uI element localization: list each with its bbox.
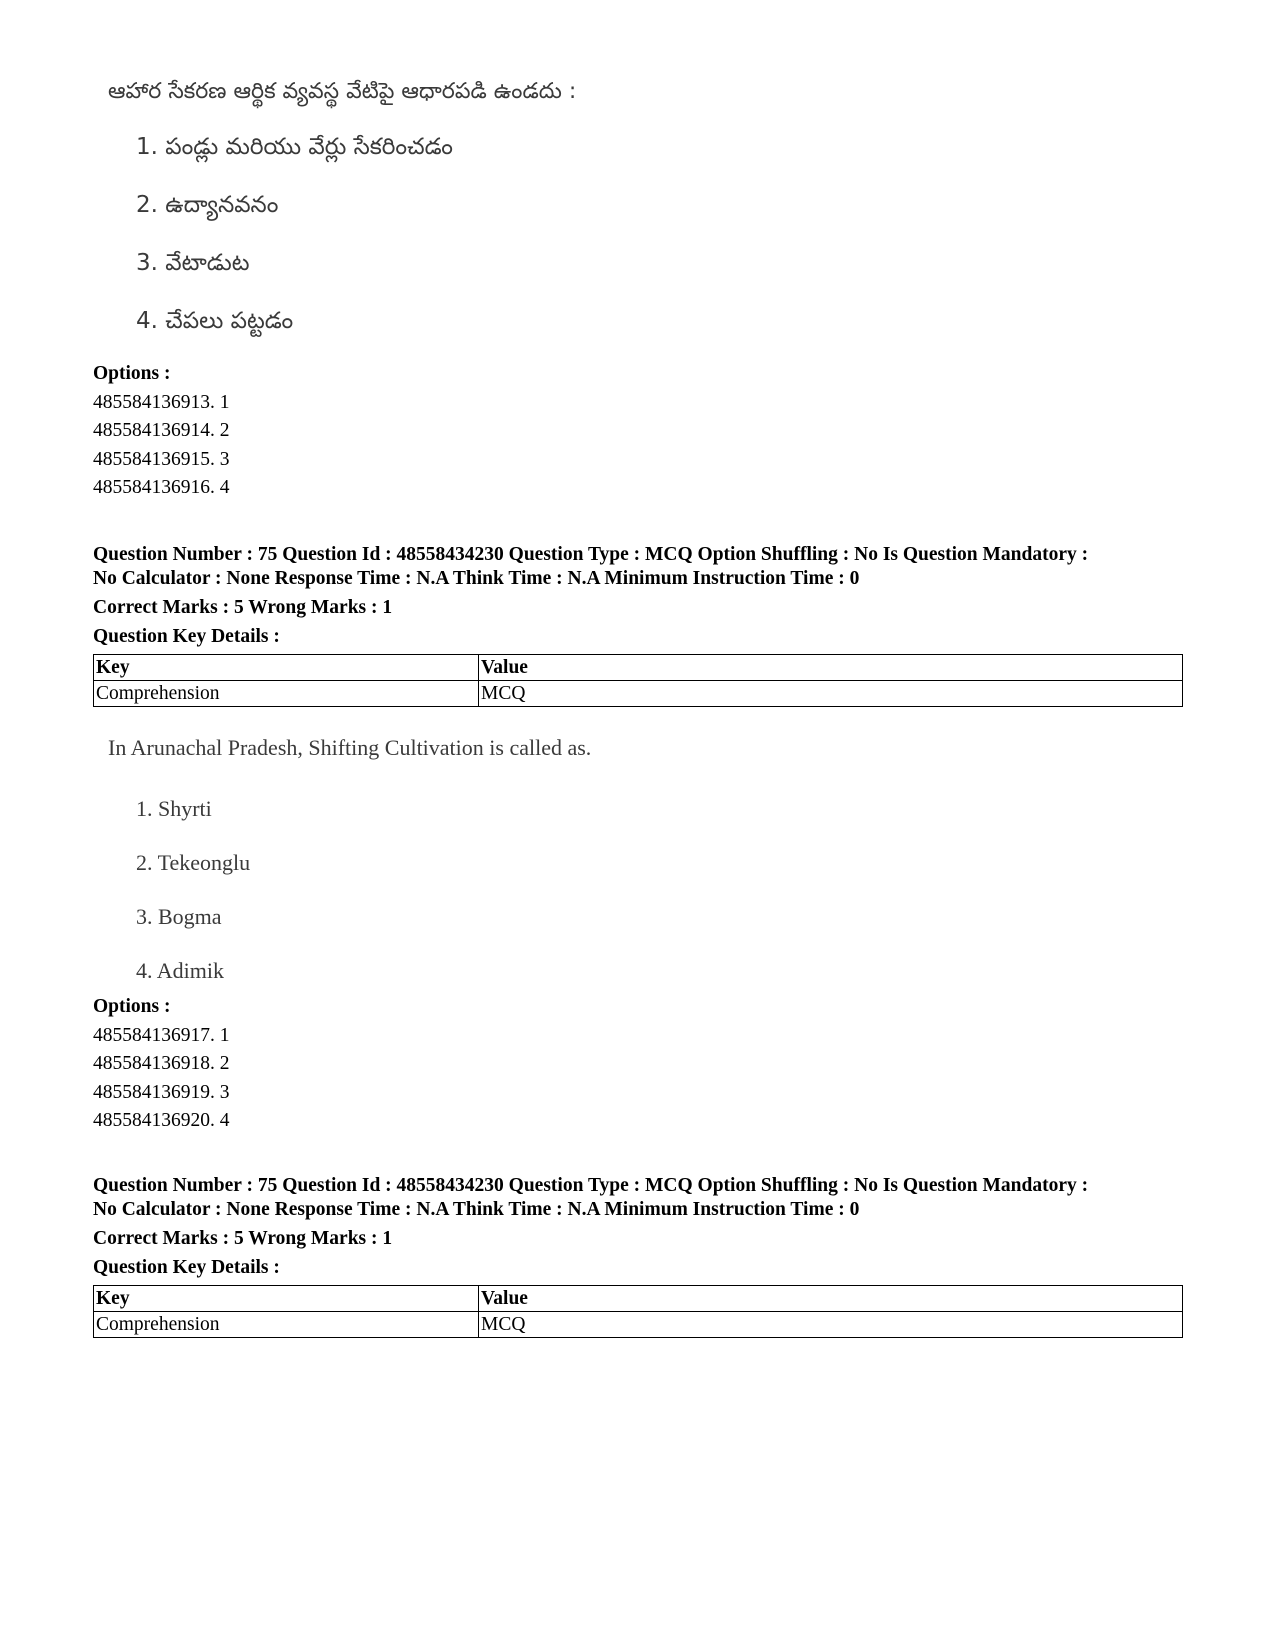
choice-list (100, 118, 576, 350)
question-meta (93, 543, 1183, 707)
table-header-cell: Value (479, 655, 1183, 681)
table-cell: MCQ (479, 1312, 1183, 1338)
table-row (94, 1312, 1183, 1338)
question-image-telugu (100, 72, 576, 350)
marks-line: Correct Marks : 5 Wrong Marks : 1 (93, 1228, 393, 1249)
key-details-label: Question Key Details : (93, 1256, 280, 1278)
meta-line: No Calculator : None Response Time : N.A Think Time : N.A Minimum Instruction Time : 0 (93, 1198, 860, 1220)
choice-list (100, 782, 591, 998)
choice-item: 1. Shyrti (136, 796, 212, 821)
question-stem: ఆహార సేకరణ ఆర్థిక వ్యవస్థ వేటిపై ఆధారపడి ఉండదు : (108, 79, 577, 104)
options-block (93, 360, 1183, 503)
meta-line: No Calculator : None Response Time : N.A Think Time : N.A Minimum Instruction Time : 0 (93, 567, 860, 589)
choice-item: 4. చేపలు పట్టడం (136, 308, 294, 334)
table-cell: Comprehension (94, 681, 479, 707)
table-cell: MCQ (479, 681, 1183, 707)
table-header-cell: Key (94, 655, 479, 681)
choice-item: 2. Tekeonglu (136, 850, 251, 875)
option-item: 485584136916. 4 (93, 477, 230, 498)
options-label: Options : (93, 996, 171, 1017)
meta-line: Question Number : 75 Question Id : 48558434230 Question Type : MCQ Option Shuffling : No Is Question Mandatory : (93, 544, 1089, 565)
table-header-cell: Key (94, 1286, 479, 1312)
choice-item: 2. ఉద్యానవనం (136, 192, 279, 218)
option-item: 485584136914. 2 (93, 420, 230, 441)
table-cell: Comprehension (94, 1312, 479, 1338)
option-item: 485584136920. 4 (93, 1110, 230, 1131)
options-block (93, 993, 1183, 1136)
question-image-english (100, 728, 591, 998)
option-item: 485584136915. 3 (93, 448, 230, 470)
key-details-label: Question Key Details : (93, 625, 280, 647)
table-header-cell: Value (479, 1286, 1183, 1312)
option-item: 485584136917. 1 (93, 1024, 230, 1046)
table-header-row (94, 1286, 1183, 1312)
marks-line: Correct Marks : 5 Wrong Marks : 1 (93, 597, 393, 618)
key-details-table (93, 1285, 1183, 1338)
option-item: 485584136919. 3 (93, 1081, 230, 1103)
choice-item: 1. పండ్లు మరియు వేర్లు సేకరించడం (136, 134, 453, 160)
table-row (94, 681, 1183, 707)
choice-item: 3. వేటాడుట (136, 250, 250, 276)
options-label: Options : (93, 363, 171, 384)
option-item: 485584136913. 1 (93, 391, 230, 413)
meta-line: Question Number : 75 Question Id : 48558434230 Question Type : MCQ Option Shuffling : No Is Question Mandatory : (93, 1175, 1089, 1196)
question-meta (93, 1174, 1183, 1338)
question-stem: In Arunachal Pradesh, Shifting Cultivation is called as. (108, 735, 592, 760)
option-item: 485584136918. 2 (93, 1053, 230, 1074)
choice-item: 4. Adimik (136, 958, 225, 983)
table-header-row (94, 655, 1183, 681)
key-details-table (93, 654, 1183, 707)
choice-item: 3. Bogma (136, 904, 222, 929)
